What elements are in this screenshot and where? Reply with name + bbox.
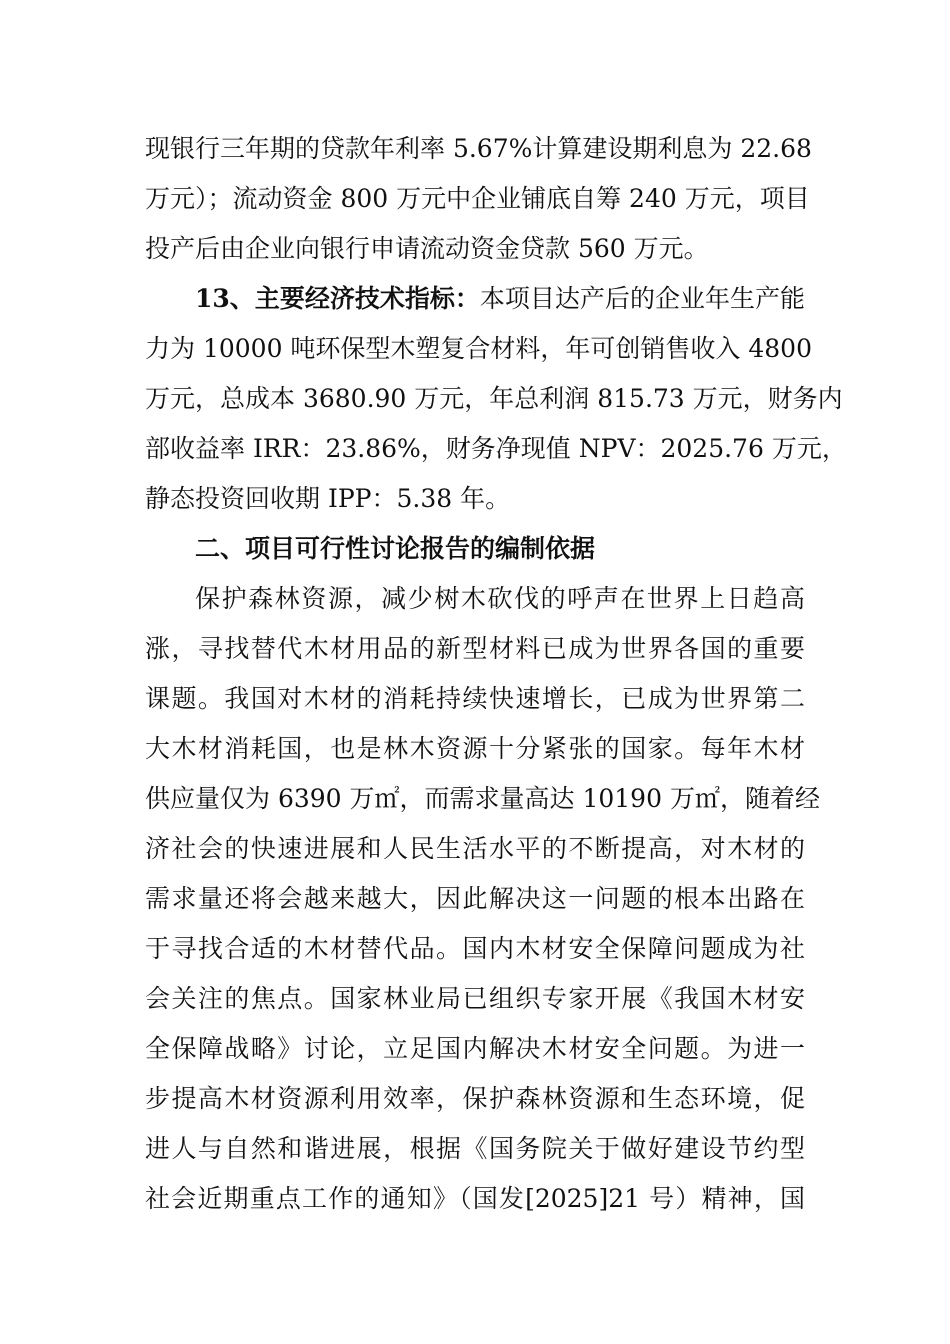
paragraph-line: 万元）；流动资金 800 万元中企业铺底自筹 240 万元，项目 bbox=[145, 184, 810, 213]
indicators-text: 本项目达产后的企业年生产能 bbox=[479, 284, 805, 313]
paragraph-line: 部收益率 IRR：23.86%，财务净现值 NPV：2025.76 万元， bbox=[145, 434, 847, 463]
paragraph-line: 进人与自然和谐进展，根据《国务院关于做好建设节约型 bbox=[145, 1134, 805, 1163]
paragraph-line: 需求量还将会越来越大，因此解决这一问题的根本出路在 bbox=[145, 884, 805, 913]
paragraph-line: 静态投资回收期 IPP：5.38 年。 bbox=[145, 484, 511, 513]
paragraph-line: 大木材消耗国，也是林木资源十分紧张的国家。每年木材 bbox=[145, 734, 805, 763]
paragraph-line: 投产后由企业向银行申请流动资金贷款 560 万元。 bbox=[145, 234, 709, 263]
paragraph-line: 课题。我国对木材的消耗持续快速增长，已成为世界第二 bbox=[145, 684, 805, 713]
indicators-label: 13、主要经济技术指标： bbox=[195, 284, 480, 313]
paragraph-line: 现银行三年期的贷款年利率 5.67%计算建设期利息为 22.68 bbox=[145, 134, 812, 163]
indicators-line bbox=[195, 279, 805, 319]
paragraph-line: 万元，总成本 3680.90 万元，年总利润 815.73 万元，财务内 bbox=[145, 384, 843, 413]
paragraph-line: 涨，寻找替代木材用品的新型材料已成为世界各国的重要 bbox=[145, 634, 805, 663]
paragraph-line: 力为 10000 吨环保型木塑复合材料，年可创销售收入 4800 bbox=[145, 334, 812, 363]
paragraph-line: 步提高木材资源利用效率，保护森林资源和生态环境，促 bbox=[145, 1084, 805, 1113]
paragraph-line: 于寻找合适的木材替代品。国内木材安全保障问题成为社 bbox=[145, 934, 805, 963]
paragraph-line: 供应量仅为 6390 万㎡，而需求量高达 10190 万㎡，随着经 bbox=[145, 784, 820, 813]
paragraph-line: 会关注的焦点。国家林业局已组织专家开展《我国木材安 bbox=[145, 984, 805, 1013]
paragraph-line: 全保障战略》讨论，立足国内解决木材安全问题。为进一 bbox=[145, 1034, 805, 1063]
paragraph-line: 济社会的快速进展和人民生活水平的不断提高，对木材的 bbox=[145, 834, 805, 863]
paragraph-line: 社会近期重点工作的通知》（国发[2025]21 号）精神，国 bbox=[145, 1184, 805, 1213]
section-heading: 二、项目可行性讨论报告的编制依据 bbox=[195, 534, 596, 563]
paragraph-line: 保护森林资源，减少树木砍伐的呼声在世界上日趋高 bbox=[195, 584, 805, 613]
